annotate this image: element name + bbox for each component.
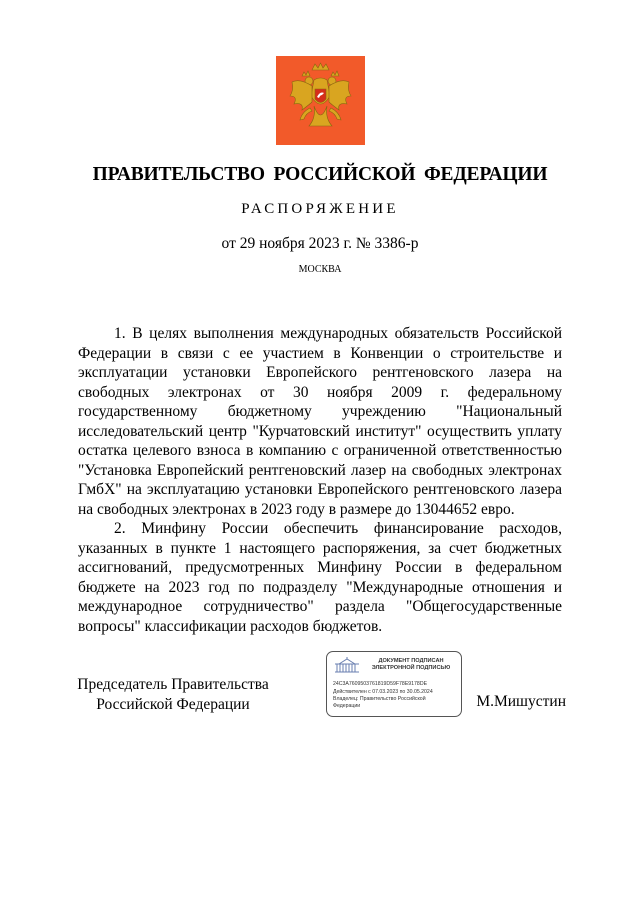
coat-of-arms-icon [276,56,365,145]
stamp-title-line-2: ЭЛЕКТРОННОЙ ПОДПИСЬЮ [371,665,451,671]
position-line-2: Российской Федерации [96,695,250,713]
signatory-name: М.Мишустин [476,693,566,710]
document-city: МОСКВА [298,264,342,275]
paragraph-1: 1. В целях выполнения международных обязательств Российской Федерации в связи с ее участием в Конвенции о строительстве и эксплуатации установки Европейского рентгеновского лазера на свободных электронах от 30 ноября 2009 г. федеральному государственному бюджетному учреждению "Национальный исследовательский центр "Курчатовский институт" осуществить уплату остатка целевого взноса в компанию с ограниченной ответственностью "Установка Европейский рентгеновский лазер на свободных электронах ГмбХ" на эксплуатацию установки Европейского рентгеновского лазера на свободных электронах в 2023 году в размере до 13044652 евро. [78,325,562,518]
stamp-title [361,658,461,672]
stamp-owner-line-1: Владелец: Правительство Российской [333,696,426,702]
document-body [78,324,562,636]
stamp-validity: Действителен с 07.03.2023 по 30.05.2024 [333,689,433,695]
document-type: РАСПОРЯЖЕНИЕ [241,201,399,217]
government-title: ПРАВИТЕЛЬСТВО РОССИЙСКОЙ ФЕДЕРАЦИИ [92,164,548,185]
stamp-owner-line-2: Федерации [333,703,361,709]
position-line-1: Председатель Правительства [77,676,269,693]
signatory-position [70,675,276,714]
stamp-title-line-1: ДОКУМЕНТ ПОДПИСАН [378,658,444,664]
paragraph-2: 2. Минфину России обеспечить финансирование расходов, указанных в пункте 1 настоящего распоряжения, за счет бюджетных ассигнований, предусмотренных Минфину России в федеральном бюджете на 2023 год по подразделу "Международные отношения и международное сотрудничество" раздела "Общегосударственные вопросы" классификации расходов бюджетов. [78,520,562,635]
electronic-signature-stamp [326,651,462,717]
government-building-icon [333,656,361,674]
stamp-certificate: 24C3A7609503761819D59F78E9178DE [333,681,428,687]
document-date-number: от 29 ноября 2023 г. № 3386-р [221,235,419,252]
